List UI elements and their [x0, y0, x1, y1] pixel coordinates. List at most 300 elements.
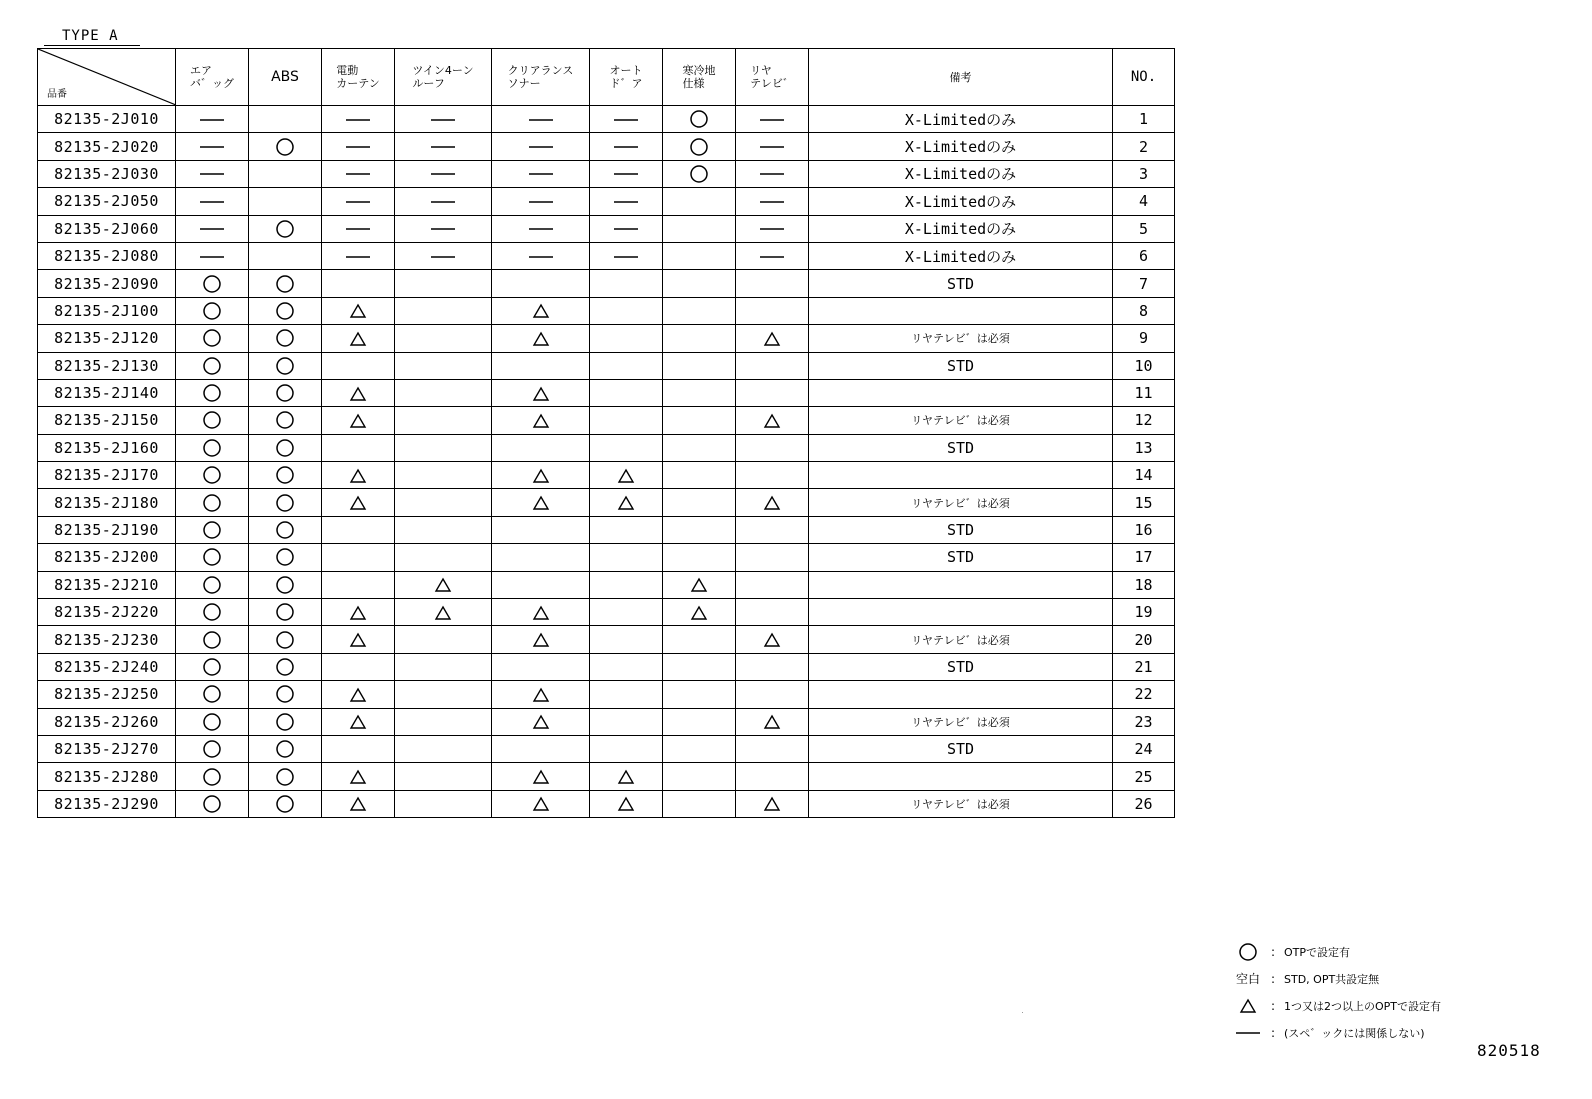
part-number-cell: 82135-2J130: [38, 352, 176, 379]
dash-mark: [612, 115, 640, 125]
mark-cell: [590, 270, 663, 297]
dash-mark: [198, 224, 226, 234]
row-number-cell: 23: [1113, 708, 1175, 735]
circle-mark: [275, 767, 295, 787]
table-row: [38, 571, 1175, 598]
remark-cell: リヤテレビ゛は必須: [809, 407, 1113, 434]
part-number-cell: 82135-2J100: [38, 297, 176, 324]
mark-cell: [176, 242, 249, 269]
column-header-clearance-sonar: [492, 49, 590, 106]
mark-cell: [395, 462, 492, 489]
circle-mark: [202, 520, 222, 540]
mark-cell: [176, 133, 249, 160]
triangle-mark: [763, 714, 781, 730]
mark-cell: [590, 599, 663, 626]
mark-cell: [590, 462, 663, 489]
circle-mark: [202, 301, 222, 321]
mark-cell: [395, 544, 492, 571]
row-number-cell: 9: [1113, 325, 1175, 352]
mark-cell: [590, 188, 663, 215]
part-number-cell: 82135-2J220: [38, 599, 176, 626]
mark-cell: [492, 434, 590, 461]
mark-cell: [249, 407, 322, 434]
circle-mark: [202, 739, 222, 759]
dash-mark: [429, 142, 457, 152]
mark-cell: [663, 516, 736, 543]
mark-cell: [322, 790, 395, 817]
mark-cell: [736, 242, 809, 269]
mark-cell: [736, 188, 809, 215]
row-number-cell: 7: [1113, 270, 1175, 297]
triangle-mark: [532, 714, 550, 730]
mark-cell: [590, 325, 663, 352]
mark-cell: [322, 270, 395, 297]
mark-cell: [590, 790, 663, 817]
triangle-mark: [763, 796, 781, 812]
table-row: [38, 133, 1175, 160]
mark-cell: [736, 681, 809, 708]
mark-cell: [736, 790, 809, 817]
mark-cell: [249, 297, 322, 324]
mark-cell: [322, 544, 395, 571]
circle-mark: [202, 575, 222, 595]
legend-desc: OTPで設定有: [1284, 945, 1351, 959]
part-number-cell: 82135-2J280: [38, 763, 176, 790]
mark-cell: [249, 106, 322, 133]
mark-cell: [249, 626, 322, 653]
mark-cell: [176, 379, 249, 406]
dash-mark: [758, 252, 786, 262]
circle-mark: [275, 301, 295, 321]
mark-cell: [663, 242, 736, 269]
table-header-row: [38, 49, 1175, 106]
triangle-mark: [617, 495, 635, 511]
column-header-label: エア バ゛ッグ: [190, 64, 234, 90]
dash-mark: [527, 252, 555, 262]
mark-cell: [395, 160, 492, 187]
table-row: [38, 790, 1175, 817]
mark-cell: [322, 763, 395, 790]
circle-mark: [275, 684, 295, 704]
mark-cell: [176, 407, 249, 434]
dash-mark: [758, 224, 786, 234]
row-number-cell: 22: [1113, 681, 1175, 708]
legend-desc: 1つ又は2つ以上のOPTで設定有: [1284, 999, 1442, 1013]
mark-cell: [590, 571, 663, 598]
mark-cell: [249, 133, 322, 160]
circle-mark: [275, 630, 295, 650]
mark-cell: [492, 681, 590, 708]
triangle-mark: [349, 495, 367, 511]
mark-cell: [492, 571, 590, 598]
mark-cell: [492, 735, 590, 762]
mark-cell: [492, 516, 590, 543]
table-row: [38, 325, 1175, 352]
mark-cell: [590, 763, 663, 790]
mark-cell: [249, 215, 322, 242]
legend-row-dash: [1234, 1019, 1441, 1046]
dash-mark: [198, 169, 226, 179]
column-header-airbag: [176, 49, 249, 106]
legend-desc: (スペ゛ックには関係しない): [1284, 1026, 1425, 1040]
remark-cell: STD: [809, 516, 1113, 543]
remark-cell: STD: [809, 434, 1113, 461]
mark-cell: [322, 379, 395, 406]
part-number-cell: 82135-2J270: [38, 735, 176, 762]
remark-cell: X-Limitedのみ: [809, 160, 1113, 187]
table-row: [38, 763, 1175, 790]
mark-cell: [736, 626, 809, 653]
row-number-cell: 18: [1113, 571, 1175, 598]
triangle-mark: [532, 495, 550, 511]
table-row: [38, 653, 1175, 680]
remark-cell: リヤテレビ゛は必須: [809, 626, 1113, 653]
remark-cell: STD: [809, 653, 1113, 680]
dash-mark: [527, 197, 555, 207]
table-row: [38, 188, 1175, 215]
mark-cell: [322, 325, 395, 352]
column-header-rear-tv: [736, 49, 809, 106]
part-number-cell: 82135-2J120: [38, 325, 176, 352]
circle-mark: [202, 383, 222, 403]
circle-mark: [275, 493, 295, 513]
dash-mark: [1234, 1028, 1262, 1038]
mark-cell: [736, 297, 809, 324]
row-number-cell: 20: [1113, 626, 1175, 653]
dash-mark: [344, 115, 372, 125]
mark-cell: [176, 790, 249, 817]
legend-row-triangle: [1234, 992, 1441, 1019]
mark-cell: [663, 653, 736, 680]
mark-cell: [249, 352, 322, 379]
mark-cell: [176, 708, 249, 735]
part-number-cell: 82135-2J290: [38, 790, 176, 817]
table-row: [38, 462, 1175, 489]
mark-cell: [322, 242, 395, 269]
mark-cell: [492, 215, 590, 242]
mark-cell: [176, 681, 249, 708]
column-header-twin-moonroof: [395, 49, 492, 106]
dash-mark: [344, 169, 372, 179]
mark-cell: [322, 188, 395, 215]
circle-mark: [202, 465, 222, 485]
triangle-mark: [532, 386, 550, 402]
row-number-cell: 26: [1113, 790, 1175, 817]
remark-cell: STD: [809, 352, 1113, 379]
triangle-mark: [349, 714, 367, 730]
mark-cell: [395, 188, 492, 215]
circle-mark: [689, 109, 709, 129]
mark-cell: [492, 325, 590, 352]
mark-cell: [249, 489, 322, 516]
circle-mark: [275, 219, 295, 239]
row-number-cell: 17: [1113, 544, 1175, 571]
mark-cell: [395, 352, 492, 379]
dash-mark: [429, 224, 457, 234]
mark-cell: [663, 681, 736, 708]
mark-cell: [322, 681, 395, 708]
no-header-label: NO.: [1130, 68, 1157, 85]
table-row: [38, 297, 1175, 324]
triangle-mark: [349, 687, 367, 703]
remark-cell: [809, 681, 1113, 708]
mark-cell: [736, 763, 809, 790]
mark-cell: [249, 681, 322, 708]
mark-cell: [663, 270, 736, 297]
row-number-cell: 4: [1113, 188, 1175, 215]
mark-cell: [395, 571, 492, 598]
part-number-cell: 82135-2J230: [38, 626, 176, 653]
mark-cell: [736, 379, 809, 406]
table-row: [38, 215, 1175, 242]
part-number-cell: 82135-2J240: [38, 653, 176, 680]
mark-cell: [322, 133, 395, 160]
column-header-label: クリアランス ソナー: [507, 64, 574, 90]
row-number-cell: 6: [1113, 242, 1175, 269]
circle-mark: [275, 383, 295, 403]
type-label-underline: [44, 45, 140, 46]
remark-cell: STD: [809, 270, 1113, 297]
mark-cell: [590, 242, 663, 269]
circle-mark: [275, 356, 295, 376]
column-header-power-curtain: [322, 49, 395, 106]
remark-cell: リヤテレビ゛は必須: [809, 790, 1113, 817]
mark-cell: [736, 653, 809, 680]
mark-cell: [176, 489, 249, 516]
mark-cell: [663, 489, 736, 516]
dash-mark: [527, 142, 555, 152]
mark-cell: [590, 106, 663, 133]
mark-cell: [736, 516, 809, 543]
column-header-label: 寒冷地 仕様: [682, 64, 716, 90]
mark-cell: [395, 325, 492, 352]
triangle-mark: [617, 769, 635, 785]
column-header-abs: [249, 49, 322, 106]
mark-cell: [322, 215, 395, 242]
mark-cell: [395, 626, 492, 653]
row-number-cell: 25: [1113, 763, 1175, 790]
triangle-mark: [617, 796, 635, 812]
mark-cell: [663, 434, 736, 461]
mark-cell: [322, 160, 395, 187]
circle-mark: [202, 410, 222, 430]
mark-cell: [663, 106, 736, 133]
dash-mark: [344, 142, 372, 152]
mark-cell: [395, 790, 492, 817]
remark-cell: STD: [809, 544, 1113, 571]
mark-cell: [176, 462, 249, 489]
mark-cell: [492, 599, 590, 626]
part-number-cell: 82135-2J260: [38, 708, 176, 735]
dash-mark: [612, 224, 640, 234]
column-header-auto-door: [590, 49, 663, 106]
part-number-cell: 82135-2J190: [38, 516, 176, 543]
row-number-cell: 24: [1113, 735, 1175, 762]
column-header-cold-climate: [663, 49, 736, 106]
mark-cell: [176, 735, 249, 762]
mark-cell: [395, 599, 492, 626]
triangle-mark: [532, 769, 550, 785]
dash-mark: [758, 142, 786, 152]
mark-cell: [395, 297, 492, 324]
legend-row-blank: [1234, 965, 1441, 992]
mark-cell: [176, 516, 249, 543]
remark-cell: X-Limitedのみ: [809, 106, 1113, 133]
remark-cell: X-Limitedのみ: [809, 188, 1113, 215]
remark-cell: [809, 379, 1113, 406]
triangle-mark: [763, 413, 781, 429]
mark-cell: [395, 763, 492, 790]
table-row: [38, 708, 1175, 735]
table-body: [38, 106, 1175, 818]
remark-cell: [809, 462, 1113, 489]
mark-cell: [736, 133, 809, 160]
remark-cell: STD: [809, 735, 1113, 762]
mark-cell: [736, 599, 809, 626]
mark-cell: [492, 297, 590, 324]
column-header-no: [1113, 49, 1175, 106]
mark-cell: [249, 462, 322, 489]
mark-cell: [492, 379, 590, 406]
mark-cell: [736, 160, 809, 187]
dash-mark: [612, 169, 640, 179]
remark-cell: [809, 297, 1113, 324]
table-row: [38, 242, 1175, 269]
part-number-cell: 82135-2J210: [38, 571, 176, 598]
mark-cell: [492, 270, 590, 297]
mark-cell: [249, 599, 322, 626]
mark-cell: [322, 599, 395, 626]
circle-mark: [275, 794, 295, 814]
circle-mark: [275, 739, 295, 759]
mark-cell: [322, 708, 395, 735]
mark-cell: [249, 379, 322, 406]
table-row: [38, 516, 1175, 543]
part-number-header: [38, 49, 176, 106]
dash-mark: [198, 142, 226, 152]
row-number-cell: 14: [1113, 462, 1175, 489]
part-number-cell: 82135-2J200: [38, 544, 176, 571]
mark-cell: [395, 489, 492, 516]
stray-dot: [1022, 1012, 1023, 1013]
mark-cell: [176, 763, 249, 790]
triangle-mark: [532, 468, 550, 484]
mark-cell: [663, 379, 736, 406]
mark-cell: [395, 407, 492, 434]
figure-number: 820518: [1477, 1041, 1541, 1060]
mark-cell: [492, 106, 590, 133]
mark-cell: [590, 516, 663, 543]
triangle-mark: [532, 632, 550, 648]
triangle-mark: [690, 605, 708, 621]
mark-cell: [663, 735, 736, 762]
remark-cell: リヤテレビ゛は必須: [809, 708, 1113, 735]
circle-mark: [202, 328, 222, 348]
row-number-cell: 5: [1113, 215, 1175, 242]
part-number-cell: 82135-2J250: [38, 681, 176, 708]
mark-cell: [395, 708, 492, 735]
triangle-mark: [434, 605, 452, 621]
mark-cell: [590, 379, 663, 406]
mark-cell: [590, 653, 663, 680]
circle-mark: [275, 274, 295, 294]
remarks-header-label: 備考: [949, 70, 972, 84]
part-number-cell: 82135-2J090: [38, 270, 176, 297]
row-number-cell: 8: [1113, 297, 1175, 324]
dash-mark: [429, 197, 457, 207]
mark-cell: [395, 215, 492, 242]
mark-cell: [395, 653, 492, 680]
row-number-cell: 12: [1113, 407, 1175, 434]
remark-cell: [809, 763, 1113, 790]
mark-cell: [322, 489, 395, 516]
mark-cell: [492, 626, 590, 653]
mark-cell: [590, 215, 663, 242]
mark-cell: [663, 215, 736, 242]
mark-cell: [249, 270, 322, 297]
mark-cell: [492, 653, 590, 680]
mark-cell: [663, 188, 736, 215]
mark-cell: [590, 544, 663, 571]
mark-cell: [736, 708, 809, 735]
circle-mark: [202, 767, 222, 787]
circle-mark: [275, 465, 295, 485]
mark-cell: [249, 188, 322, 215]
dash-mark: [198, 197, 226, 207]
mark-cell: [492, 188, 590, 215]
mark-cell: [176, 626, 249, 653]
mark-cell: [249, 242, 322, 269]
mark-cell: [736, 325, 809, 352]
mark-cell: [492, 352, 590, 379]
mark-cell: [736, 571, 809, 598]
dash-mark: [198, 252, 226, 262]
remark-cell: リヤテレビ゛は必須: [809, 489, 1113, 516]
mark-cell: [663, 763, 736, 790]
circle-mark: [202, 684, 222, 704]
triangle-mark: [532, 605, 550, 621]
mark-cell: [590, 626, 663, 653]
dash-mark: [527, 224, 555, 234]
mark-cell: [736, 735, 809, 762]
row-number-cell: 1: [1113, 106, 1175, 133]
triangle-mark: [763, 632, 781, 648]
circle-mark: [275, 137, 295, 157]
mark-cell: [395, 735, 492, 762]
triangle-mark: [532, 687, 550, 703]
mark-cell: [590, 352, 663, 379]
mark-cell: [736, 489, 809, 516]
mark-cell: [176, 653, 249, 680]
column-header-label: 電動 カーテン: [336, 64, 380, 90]
circle-mark: [275, 520, 295, 540]
mark-cell: [492, 708, 590, 735]
mark-cell: [322, 462, 395, 489]
mark-cell: [395, 106, 492, 133]
part-number-cell: 82135-2J080: [38, 242, 176, 269]
dash-mark: [612, 197, 640, 207]
mark-cell: [249, 571, 322, 598]
mark-cell: [176, 352, 249, 379]
triangle-mark: [532, 413, 550, 429]
mark-cell: [322, 352, 395, 379]
dash-mark: [429, 252, 457, 262]
circle-mark: [275, 575, 295, 595]
dash-mark: [429, 169, 457, 179]
remark-cell: X-Limitedのみ: [809, 133, 1113, 160]
mark-cell: [663, 571, 736, 598]
row-number-cell: 13: [1113, 434, 1175, 461]
